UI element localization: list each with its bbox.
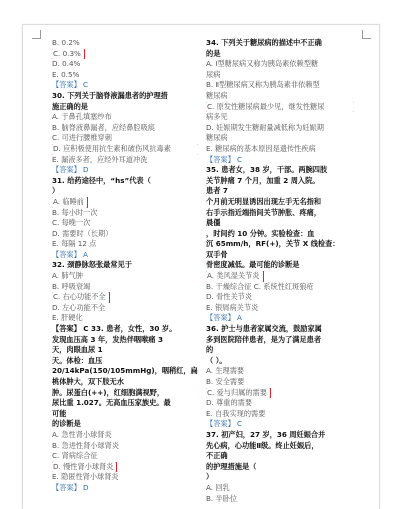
text-span: 【答案】 D [52, 165, 89, 175]
option-line [206, 112, 354, 123]
answer-line [52, 80, 198, 91]
text-span: E. 每隔 12 点 [52, 239, 97, 249]
text-span: E. 肝硬化 [52, 313, 83, 323]
question-line [206, 197, 354, 208]
option-line [52, 472, 198, 483]
text-span: 【答案】 A [52, 249, 88, 259]
text-span: A. 肺气肿 [52, 271, 83, 281]
option-line [206, 133, 354, 144]
question-line [52, 366, 198, 377]
option-line [206, 144, 354, 155]
answer-line [206, 313, 354, 324]
text-span: B. 脑脊液鼻漏者，应经鼻腔吸痰 [52, 122, 155, 132]
text-span: E. 自我实现的需要 [206, 408, 266, 418]
text-span: E. 漏液多者，应经外耳道冲洗 [52, 154, 148, 164]
page-corner-mark [32, 30, 41, 39]
option-line [52, 133, 198, 144]
option-line [206, 377, 354, 388]
highlighted-option: A. 临睡前 [52, 197, 87, 208]
text-span: 35. 患者女，38 岁，干部。两腕四肢 [206, 165, 328, 175]
option-line [52, 197, 198, 208]
page-corner-mark [362, 30, 371, 39]
text-span: B. 半卧位 [206, 493, 238, 503]
question-line [52, 260, 198, 271]
option-line [52, 123, 198, 134]
text-span: 37. 初产妇，27 岁，36 周妊娠合并 [206, 429, 326, 439]
question-line [206, 356, 354, 367]
text-span: 【答案】 D [52, 482, 89, 492]
question-line [52, 377, 198, 388]
text-span: 尿比重 1.027。无高血压家族史。最 [52, 398, 171, 408]
question-line [206, 430, 354, 441]
text-span: A. 急性肾小球肾炎 [52, 429, 112, 439]
text-span: 多到医院陪伴患者，是为了满足患者 [206, 334, 322, 344]
question-line [206, 451, 354, 462]
question-line [206, 260, 354, 271]
question-line [206, 229, 354, 240]
text-span: ） [52, 186, 60, 196]
text-span: B. 干燥综合征 C. 系统性红斑狼疮 [206, 281, 314, 291]
text-span: 沉 65mm/h，RF(+)，关节 X 线检查： [206, 239, 340, 249]
text-span: 关节肿痛 7 个月，加重 2 周入院。 [206, 175, 320, 185]
question-line [52, 335, 198, 346]
question-line [52, 324, 198, 335]
option-line [206, 494, 354, 505]
option-line [52, 313, 198, 324]
option-line [52, 229, 198, 240]
option-line [52, 239, 198, 250]
option-line [52, 303, 198, 314]
text-span: 30. 下列关于脑脊液漏患者的护理措 [52, 90, 168, 100]
option-line [52, 112, 198, 123]
highlighted-option: C. 0.3% [52, 49, 84, 60]
text-span: 的诊断是 [52, 419, 81, 429]
question-line [52, 345, 198, 356]
option-line [206, 398, 354, 409]
text-span: 的护理措施是（ [206, 461, 257, 471]
question-line [52, 419, 198, 430]
text-span: 【答案】 C [206, 154, 243, 164]
text-span: 34. 下列关于糖尿病的描述中不正确 [206, 38, 322, 47]
question-line [52, 388, 198, 399]
option-line [206, 282, 354, 293]
text-span: ） [206, 472, 214, 482]
question-line [52, 102, 198, 113]
option-line [206, 123, 354, 134]
text-span: 糖尿病 [206, 133, 228, 143]
text-span: 31. 给药途径中，“hs”代表（ [52, 175, 151, 185]
text-span: 患者 7 [206, 186, 228, 196]
answer-line [52, 165, 198, 176]
question-line [52, 176, 198, 187]
question-line [206, 345, 354, 356]
text-span: 骨密度减低。最可能的诊断是 [206, 260, 300, 270]
text-span: 糖尿病 [206, 90, 228, 100]
text-span: A. 生理需要 [206, 366, 245, 376]
option-line [52, 208, 198, 219]
text-span: D. 骨性关节炎 [206, 292, 253, 302]
text-span: 右手示指近端指间关节肿胀、疼痛， [206, 207, 322, 217]
option-line [206, 102, 354, 113]
text-span: B. 安全需要 [206, 377, 245, 386]
question-line [52, 409, 198, 420]
option-line [52, 451, 198, 462]
text-span: D. 需要时（长期） [52, 228, 113, 238]
text-span: 不正确 [206, 451, 228, 461]
text-span: B. 急进性肾小球肾炎 [52, 440, 120, 450]
option-line [52, 430, 198, 441]
highlighted-option: D. 应积极使用抗生素和破伤风抗毒素 [52, 144, 198, 155]
text-span: B. Ⅱ型糖尿病又称为胰岛素非依赖型 [206, 80, 320, 90]
answer-line [206, 155, 354, 166]
option-line [52, 271, 198, 282]
option-line [206, 292, 354, 303]
text-span: 36. 护士与患者家属交流，鼓励家属 [206, 324, 322, 334]
question-line [206, 239, 354, 250]
option-line [206, 80, 354, 91]
option-line [206, 271, 354, 282]
text-span: E. 银屑病关节炎 [206, 302, 259, 312]
text-span: D. 左心功能不全 [52, 302, 106, 312]
question-line [206, 335, 354, 346]
highlighted-option: A. 类风湿关节炎 [206, 271, 263, 282]
text-span: 的 [206, 345, 214, 355]
text-span: 桃体肿大，双下肢无水 [52, 377, 124, 386]
text-span: 【答案】 A [206, 313, 242, 323]
text-span: B. 0.2% [52, 38, 80, 47]
text-span: 发现血压高 3 年，发热伴咽喉痛 3 [52, 334, 163, 344]
question-line [206, 38, 354, 49]
left-text-column [52, 38, 198, 494]
text-span: A. Ⅰ型糖尿病又称为胰岛素依赖型糖 [206, 59, 319, 69]
question-line [206, 165, 354, 176]
option-line [52, 441, 198, 452]
text-span: 20/14kPa(150/105mmHg)，咽稍红，扁 [52, 366, 198, 376]
text-span: C. 每晚一次 [52, 218, 91, 228]
text-span: 尿病 [206, 69, 221, 79]
text-span: E. 0.5% [52, 69, 80, 79]
option-line [52, 282, 198, 293]
option-line [52, 144, 198, 155]
right-text-column [206, 38, 354, 504]
option-line [52, 38, 198, 49]
question-line [52, 186, 198, 197]
option-line [206, 303, 354, 314]
option-line [206, 388, 354, 399]
text-span: B. 呼吸衰竭 [52, 281, 91, 291]
question-line [52, 398, 198, 409]
text-span: 双手骨 [206, 249, 228, 259]
text-span: 晨僵 [206, 218, 221, 228]
text-span: E. 糖尿病的基本原因是遗传性疾病 [206, 143, 316, 153]
highlighted-option: C. 爱与归属的需要 [206, 388, 270, 399]
option-line [52, 70, 198, 81]
option-line [206, 483, 354, 494]
text-span: D. 尊重的需要 [206, 398, 253, 408]
option-line [52, 155, 198, 166]
text-span: D. 妊娠期发生糖耐量减低称为妊娠期 [206, 122, 324, 132]
highlighted-option: C. 原发性糖尿病最少见，继发性糖尿 [206, 102, 354, 113]
question-line [206, 208, 354, 219]
question-line [206, 462, 354, 473]
text-span: 肿。尿蛋白(++)，红细胞满视野， [52, 387, 165, 397]
text-span: A. 于鼻孔填塞纱布 [52, 112, 112, 122]
text-span: 天。体检：血压 [52, 355, 103, 365]
option-line [52, 462, 198, 473]
text-span: 先心病，心功能Ⅱ级。终止妊娠后， [206, 440, 319, 450]
text-span: ，时间约 10 分钟。实验检查：血 [206, 228, 315, 238]
text-span: 可能 [52, 408, 67, 418]
option-line [52, 59, 198, 70]
question-line [206, 250, 354, 261]
question-line [206, 472, 354, 483]
question-line [206, 176, 354, 187]
text-span: 的是 [206, 48, 221, 58]
question-line [52, 356, 198, 367]
highlighted-option: D. 慢性肾小球肾炎 [52, 462, 116, 473]
question-line [206, 186, 354, 197]
text-span: C. 肾病综合征 [52, 451, 98, 461]
answer-line [52, 250, 198, 261]
question-line [52, 91, 198, 102]
option-line [206, 366, 354, 377]
text-span: A. 回乳 [206, 482, 230, 492]
option-line [52, 218, 198, 229]
text-span: B. 每小时一次 [52, 207, 98, 217]
option-line [52, 49, 198, 60]
option-line [206, 70, 354, 81]
option-line [206, 409, 354, 420]
text-span: 天，肉眼血尿 1 [52, 345, 103, 355]
text-span: （ ）。 [206, 355, 227, 365]
option-line [52, 292, 198, 303]
question-line [206, 49, 354, 60]
text-span: 施正确的是 [52, 101, 88, 111]
text-span: 病多见 [206, 112, 228, 122]
text-span: 个月前无明显诱因出现左手无名指和 [206, 196, 322, 206]
question-line [206, 441, 354, 452]
option-line [206, 91, 354, 102]
highlighted-option: C. 右心功能不全 [52, 292, 109, 303]
text-span: C. 可进行腰椎穿刺 [52, 133, 112, 143]
text-span: E. 隐匿性肾小球肾炎 [52, 472, 119, 482]
text-span: 32. 颈静脉怒张最常见于 [52, 260, 132, 270]
question-line [206, 324, 354, 335]
question-line [206, 218, 354, 229]
option-line [206, 59, 354, 70]
text-span: 【答案】 C 33. 患者，女性，30 岁。 [52, 324, 177, 334]
text-span: D. 0.4% [52, 59, 81, 69]
answer-line [206, 419, 354, 430]
answer-line [52, 483, 198, 494]
text-span: 【答案】 C [52, 80, 89, 90]
text-span: 【答案】 C [206, 419, 243, 429]
